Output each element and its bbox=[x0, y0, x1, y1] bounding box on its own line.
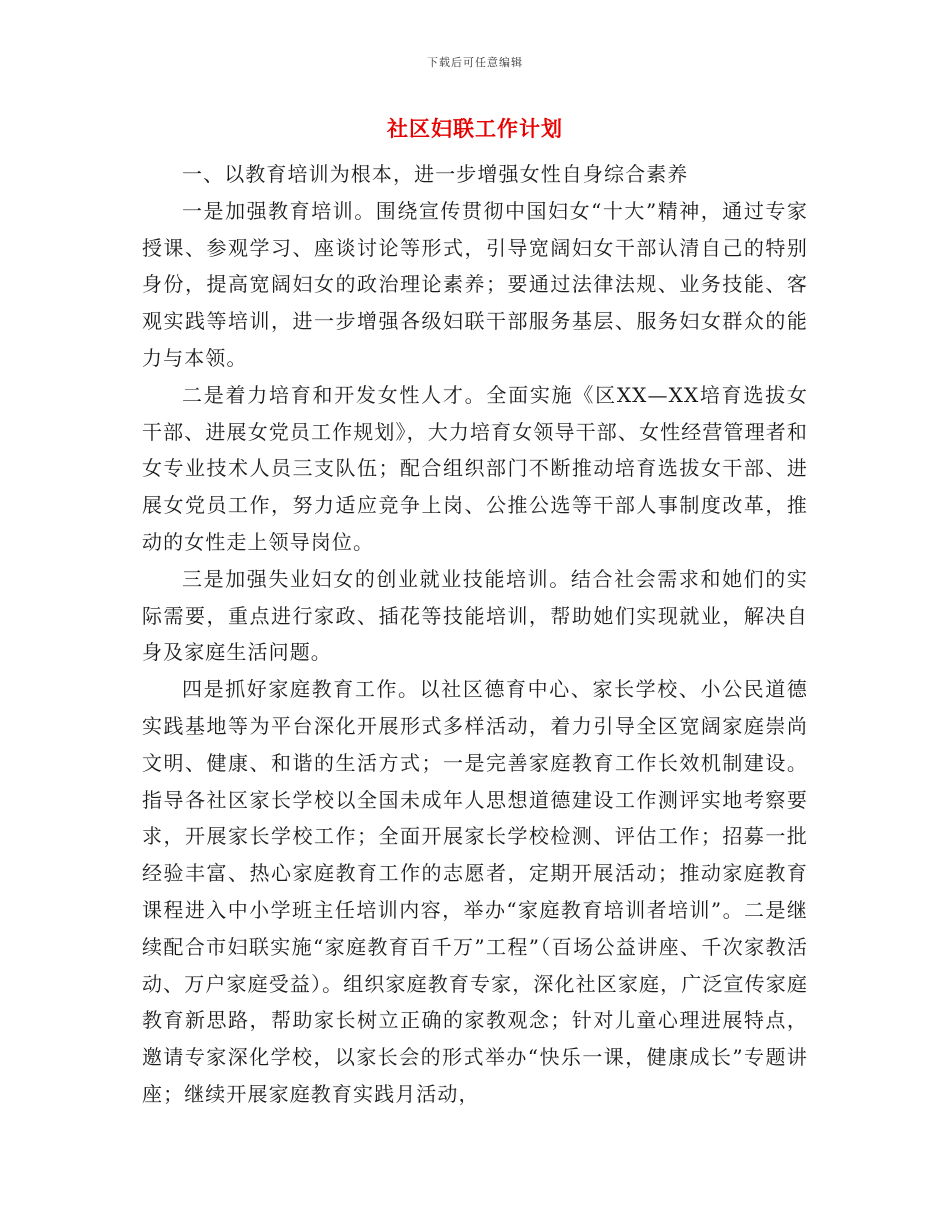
paragraph: 四是抓好家庭教育工作。以社区德育中心、家长学校、小公民道德实践基地等为平台深化开展形式多样活动，着力引导全区宽阔家庭崇尚文明、健康、和谐的生活方式；一是完善家庭教育工作长效机制建设。指导各社区家长学校以全国未成年人思想道德建设工作测评实地考察要求，开展家长学校工作；全面开展家长学校检测、评估工作；招募一批经验丰富、热心家庭教育工作的志愿者，定期开展活动；推动家庭教育课程进入中小学班主任培训内容，举办“家庭教育培训者培训”。二是继续配合市妇联实施“家庭教育百千万”工程”（百场公益讲座、千次家教活动、万户家庭受益）。组织家庭教育专家，深化社区家庭，广泛宣传家庭教育新思路，帮助家长树立正确的家教观念；针对儿童心理进展特点，邀请专家深化学校，以家长会的形式举办“快乐一课，健康成长”专题讲座；继续开展家庭教育实践月活动， bbox=[142, 677, 808, 1106]
section-heading: 一、以教育培训为根本，进一步增强女性自身综合素养 bbox=[182, 162, 689, 186]
paragraph: 一是加强教育培训。围绕宣传贯彻中国妇女“十大”精神，通过专家授课、参观学习、座谈讨论等形式，引导宽阔妇女干部认清自己的特别身份，提高宽阔妇女的政治理论素养；要通过法律法规、业务技能、客观实践等培训，进一步增强各级妇联干部服务基层、服务妇女群众的能力与本领。 bbox=[142, 198, 808, 370]
document-title: 社区妇联工作计划 bbox=[387, 116, 563, 141]
document-body bbox=[142, 156, 808, 1113]
paragraph: 二是着力培育和开发女性人才。全面实施《区XX—XX培育选拔女干部、进展女党员工作规划》，大力培育女领导干部、女性经营管理者和女专业技术人员三支队伍；配合组织部门不断推动培育选拔女干部、进展女党员工作，努力适应竞争上岗、公推公选等干部人事制度改革，推动的女性走上领导岗位。 bbox=[142, 382, 808, 554]
paragraph: 三是加强失业妇女的创业就业技能培训。结合社会需求和她们的实际需要，重点进行家政、插花等技能培训，帮助她们实现就业，解决自身及家庭生活问题。 bbox=[142, 566, 808, 665]
header-note: 下载后可任意编辑 bbox=[427, 56, 523, 69]
